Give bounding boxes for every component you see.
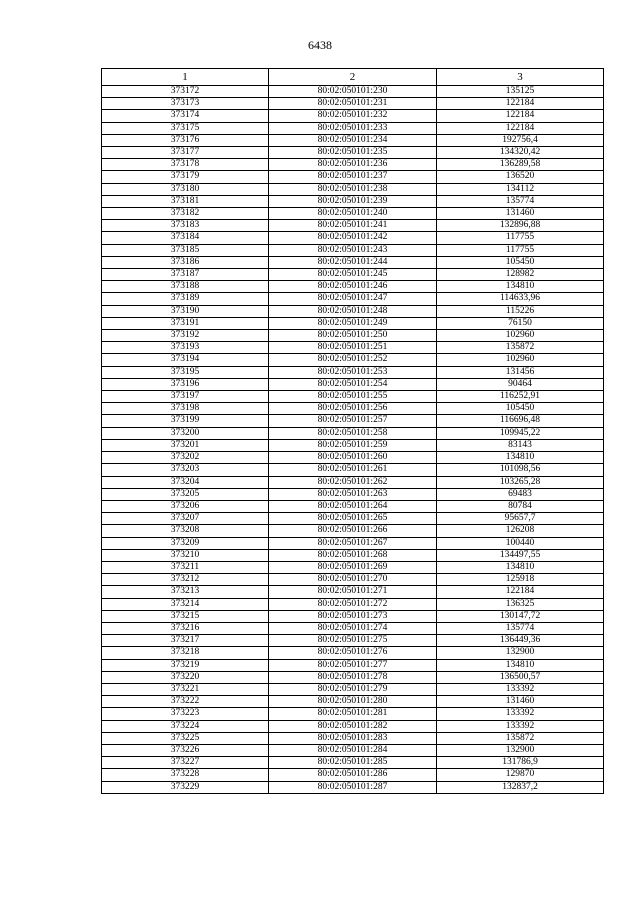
value-cell: 192756,4 <box>437 134 604 146</box>
value-cell: 135125 <box>437 86 604 98</box>
row-number-cell: 373229 <box>102 781 269 793</box>
table-row <box>102 232 604 244</box>
cadastral-number-cell: 80:02:050101:253 <box>269 366 437 378</box>
value-cell: 135774 <box>437 622 604 634</box>
value-cell: 128982 <box>437 269 604 281</box>
row-number-cell: 373183 <box>102 220 269 232</box>
table-row <box>102 732 604 744</box>
value-cell: 114633,96 <box>437 293 604 305</box>
cadastral-number-cell: 80:02:050101:250 <box>269 330 437 342</box>
value-cell: 100440 <box>437 537 604 549</box>
row-number-cell: 373215 <box>102 610 269 622</box>
value-cell: 125918 <box>437 574 604 586</box>
row-number-cell: 373175 <box>102 122 269 134</box>
cadastral-number-cell: 80:02:050101:249 <box>269 317 437 329</box>
table-row <box>102 183 604 195</box>
row-number-cell: 373200 <box>102 427 269 439</box>
table-row <box>102 537 604 549</box>
value-cell: 135774 <box>437 195 604 207</box>
value-cell: 132896,88 <box>437 220 604 232</box>
row-number-cell: 373225 <box>102 732 269 744</box>
value-cell: 116696,48 <box>437 415 604 427</box>
table-row <box>102 342 604 354</box>
value-cell: 134810 <box>437 281 604 293</box>
table-row <box>102 598 604 610</box>
cadastral-number-cell: 80:02:050101:287 <box>269 781 437 793</box>
value-cell: 132837,2 <box>437 781 604 793</box>
cadastral-number-cell: 80:02:050101:273 <box>269 610 437 622</box>
value-cell: 102960 <box>437 330 604 342</box>
cadastral-number-cell: 80:02:050101:231 <box>269 98 437 110</box>
row-number-cell: 373197 <box>102 391 269 403</box>
cadastral-number-cell: 80:02:050101:244 <box>269 256 437 268</box>
value-cell: 122184 <box>437 98 604 110</box>
value-cell: 76150 <box>437 317 604 329</box>
row-number-cell: 373177 <box>102 147 269 159</box>
cadastral-number-cell: 80:02:050101:236 <box>269 159 437 171</box>
column-header-3: 3 <box>437 69 604 86</box>
row-number-cell: 373196 <box>102 378 269 390</box>
cadastral-number-cell: 80:02:050101:280 <box>269 696 437 708</box>
cadastral-number-cell: 80:02:050101:248 <box>269 305 437 317</box>
value-cell: 131786,9 <box>437 757 604 769</box>
table-row <box>102 635 604 647</box>
value-cell: 122184 <box>437 122 604 134</box>
row-number-cell: 373188 <box>102 281 269 293</box>
row-number-cell: 373213 <box>102 586 269 598</box>
row-number-cell: 373179 <box>102 171 269 183</box>
table-row <box>102 610 604 622</box>
cadastral-number-cell: 80:02:050101:282 <box>269 720 437 732</box>
cadastral-number-cell: 80:02:050101:261 <box>269 464 437 476</box>
table-row <box>102 378 604 390</box>
table-row <box>102 769 604 781</box>
table-row <box>102 561 604 573</box>
value-cell: 133392 <box>437 683 604 695</box>
cadastral-number-cell: 80:02:050101:286 <box>269 769 437 781</box>
table-row <box>102 696 604 708</box>
table-row <box>102 708 604 720</box>
table-row <box>102 464 604 476</box>
value-cell: 134112 <box>437 183 604 195</box>
cadastral-number-cell: 80:02:050101:235 <box>269 147 437 159</box>
cadastral-number-cell: 80:02:050101:239 <box>269 195 437 207</box>
table-row <box>102 476 604 488</box>
row-number-cell: 373224 <box>102 720 269 732</box>
row-number-cell: 373223 <box>102 708 269 720</box>
value-cell: 133392 <box>437 708 604 720</box>
value-cell: 122184 <box>437 586 604 598</box>
value-cell: 69483 <box>437 488 604 500</box>
cadastral-number-cell: 80:02:050101:265 <box>269 513 437 525</box>
table-row <box>102 683 604 695</box>
value-cell: 136500,57 <box>437 671 604 683</box>
row-number-cell: 373214 <box>102 598 269 610</box>
value-cell: 109945,22 <box>437 427 604 439</box>
row-number-cell: 373176 <box>102 134 269 146</box>
cadastral-number-cell: 80:02:050101:240 <box>269 208 437 220</box>
row-number-cell: 373218 <box>102 647 269 659</box>
value-cell: 132900 <box>437 647 604 659</box>
cadastral-number-cell: 80:02:050101:270 <box>269 574 437 586</box>
value-cell: 131460 <box>437 696 604 708</box>
value-cell: 105450 <box>437 256 604 268</box>
cadastral-number-cell: 80:02:050101:252 <box>269 354 437 366</box>
page-number: 6438 <box>308 38 332 52</box>
data-table <box>101 68 604 794</box>
row-number-cell: 373182 <box>102 208 269 220</box>
table-body <box>102 86 604 794</box>
table-row <box>102 354 604 366</box>
row-number-cell: 373216 <box>102 622 269 634</box>
value-cell: 102960 <box>437 354 604 366</box>
value-cell: 134320,42 <box>437 147 604 159</box>
row-number-cell: 373221 <box>102 683 269 695</box>
table-row <box>102 452 604 464</box>
value-cell: 115226 <box>437 305 604 317</box>
value-cell: 90464 <box>437 378 604 390</box>
cadastral-number-cell: 80:02:050101:256 <box>269 403 437 415</box>
cadastral-number-cell: 80:02:050101:260 <box>269 452 437 464</box>
table-row <box>102 500 604 512</box>
row-number-cell: 373195 <box>102 366 269 378</box>
value-cell: 136289,58 <box>437 159 604 171</box>
row-number-cell: 373194 <box>102 354 269 366</box>
value-cell: 134497,55 <box>437 549 604 561</box>
row-number-cell: 373212 <box>102 574 269 586</box>
table-header <box>102 69 604 86</box>
row-number-cell: 373228 <box>102 769 269 781</box>
value-cell: 101098,56 <box>437 464 604 476</box>
table-row <box>102 549 604 561</box>
cadastral-number-cell: 80:02:050101:278 <box>269 671 437 683</box>
row-number-cell: 373220 <box>102 671 269 683</box>
value-cell: 105450 <box>437 403 604 415</box>
table-row <box>102 757 604 769</box>
cadastral-number-cell: 80:02:050101:255 <box>269 391 437 403</box>
row-number-cell: 373192 <box>102 330 269 342</box>
cadastral-number-cell: 80:02:050101:276 <box>269 647 437 659</box>
row-number-cell: 373185 <box>102 244 269 256</box>
row-number-cell: 373206 <box>102 500 269 512</box>
row-number-cell: 373181 <box>102 195 269 207</box>
table-row <box>102 415 604 427</box>
cadastral-number-cell: 80:02:050101:272 <box>269 598 437 610</box>
table-row <box>102 330 604 342</box>
cadastral-number-cell: 80:02:050101:242 <box>269 232 437 244</box>
value-cell: 131456 <box>437 366 604 378</box>
cadastral-number-cell: 80:02:050101:258 <box>269 427 437 439</box>
value-cell: 133392 <box>437 720 604 732</box>
value-cell: 83143 <box>437 439 604 451</box>
value-cell: 122184 <box>437 110 604 122</box>
cadastral-number-cell: 80:02:050101:243 <box>269 244 437 256</box>
cadastral-number-cell: 80:02:050101:262 <box>269 476 437 488</box>
row-number-cell: 373174 <box>102 110 269 122</box>
table-row <box>102 86 604 98</box>
value-cell: 134810 <box>437 659 604 671</box>
cadastral-number-cell: 80:02:050101:279 <box>269 683 437 695</box>
row-number-cell: 373203 <box>102 464 269 476</box>
table-row <box>102 244 604 256</box>
row-number-cell: 373186 <box>102 256 269 268</box>
value-cell: 95657,7 <box>437 513 604 525</box>
value-cell: 135872 <box>437 732 604 744</box>
row-number-cell: 373210 <box>102 549 269 561</box>
table-row <box>102 647 604 659</box>
table-row <box>102 256 604 268</box>
value-cell: 132900 <box>437 744 604 756</box>
row-number-cell: 373205 <box>102 488 269 500</box>
table-row <box>102 720 604 732</box>
value-cell: 134810 <box>437 561 604 573</box>
row-number-cell: 373207 <box>102 513 269 525</box>
cadastral-number-cell: 80:02:050101:254 <box>269 378 437 390</box>
cadastral-number-cell: 80:02:050101:283 <box>269 732 437 744</box>
row-number-cell: 373219 <box>102 659 269 671</box>
cadastral-number-cell: 80:02:050101:263 <box>269 488 437 500</box>
table-row <box>102 195 604 207</box>
cadastral-number-cell: 80:02:050101:234 <box>269 134 437 146</box>
table-row <box>102 110 604 122</box>
cadastral-number-cell: 80:02:050101:246 <box>269 281 437 293</box>
column-header-2: 2 <box>269 69 437 86</box>
value-cell: 134810 <box>437 452 604 464</box>
cadastral-number-cell: 80:02:050101:285 <box>269 757 437 769</box>
table-row <box>102 574 604 586</box>
value-cell: 136325 <box>437 598 604 610</box>
value-cell: 136520 <box>437 171 604 183</box>
cadastral-number-cell: 80:02:050101:238 <box>269 183 437 195</box>
row-number-cell: 373211 <box>102 561 269 573</box>
row-number-cell: 373191 <box>102 317 269 329</box>
table-row <box>102 220 604 232</box>
table-row <box>102 525 604 537</box>
cadastral-number-cell: 80:02:050101:269 <box>269 561 437 573</box>
row-number-cell: 373202 <box>102 452 269 464</box>
row-number-cell: 373204 <box>102 476 269 488</box>
cadastral-number-cell: 80:02:050101:267 <box>269 537 437 549</box>
value-cell: 136449,36 <box>437 635 604 647</box>
cadastral-number-cell: 80:02:050101:266 <box>269 525 437 537</box>
value-cell: 131460 <box>437 208 604 220</box>
value-cell: 103265,28 <box>437 476 604 488</box>
value-cell: 135872 <box>437 342 604 354</box>
row-number-cell: 373199 <box>102 415 269 427</box>
cadastral-number-cell: 80:02:050101:232 <box>269 110 437 122</box>
table-row <box>102 781 604 793</box>
header-row <box>102 69 604 86</box>
cadastral-number-cell: 80:02:050101:247 <box>269 293 437 305</box>
table-row <box>102 622 604 634</box>
table-row <box>102 305 604 317</box>
table-row <box>102 147 604 159</box>
table-row <box>102 98 604 110</box>
row-number-cell: 373187 <box>102 269 269 281</box>
cadastral-number-cell: 80:02:050101:251 <box>269 342 437 354</box>
cadastral-number-cell: 80:02:050101:264 <box>269 500 437 512</box>
row-number-cell: 373189 <box>102 293 269 305</box>
value-cell: 129870 <box>437 769 604 781</box>
table-row <box>102 317 604 329</box>
table-row <box>102 403 604 415</box>
value-cell: 80784 <box>437 500 604 512</box>
row-number-cell: 373226 <box>102 744 269 756</box>
table-row <box>102 488 604 500</box>
cadastral-number-cell: 80:02:050101:241 <box>269 220 437 232</box>
table-row <box>102 134 604 146</box>
table-row <box>102 427 604 439</box>
row-number-cell: 373193 <box>102 342 269 354</box>
table-row <box>102 439 604 451</box>
table-row <box>102 744 604 756</box>
row-number-cell: 373209 <box>102 537 269 549</box>
cadastral-number-cell: 80:02:050101:277 <box>269 659 437 671</box>
row-number-cell: 373201 <box>102 439 269 451</box>
cadastral-number-cell: 80:02:050101:284 <box>269 744 437 756</box>
table-row <box>102 366 604 378</box>
table-row <box>102 293 604 305</box>
cadastral-number-cell: 80:02:050101:257 <box>269 415 437 427</box>
table-row <box>102 391 604 403</box>
cadastral-number-cell: 80:02:050101:268 <box>269 549 437 561</box>
row-number-cell: 373227 <box>102 757 269 769</box>
cadastral-number-cell: 80:02:050101:245 <box>269 269 437 281</box>
row-number-cell: 373208 <box>102 525 269 537</box>
cadastral-number-cell: 80:02:050101:237 <box>269 171 437 183</box>
table-row <box>102 269 604 281</box>
table-row <box>102 281 604 293</box>
table-row <box>102 659 604 671</box>
row-number-cell: 373217 <box>102 635 269 647</box>
cadastral-number-cell: 80:02:050101:274 <box>269 622 437 634</box>
row-number-cell: 373184 <box>102 232 269 244</box>
cadastral-number-cell: 80:02:050101:271 <box>269 586 437 598</box>
value-cell: 117755 <box>437 244 604 256</box>
table-row <box>102 586 604 598</box>
cadastral-number-cell: 80:02:050101:259 <box>269 439 437 451</box>
row-number-cell: 373222 <box>102 696 269 708</box>
cadastral-number-cell: 80:02:050101:230 <box>269 86 437 98</box>
table-row <box>102 671 604 683</box>
row-number-cell: 373173 <box>102 98 269 110</box>
row-number-cell: 373198 <box>102 403 269 415</box>
table-row <box>102 208 604 220</box>
row-number-cell: 373190 <box>102 305 269 317</box>
cadastral-number-cell: 80:02:050101:233 <box>269 122 437 134</box>
value-cell: 116252,91 <box>437 391 604 403</box>
cadastral-number-cell: 80:02:050101:275 <box>269 635 437 647</box>
table-row <box>102 513 604 525</box>
table-row <box>102 171 604 183</box>
value-cell: 126208 <box>437 525 604 537</box>
cadastral-number-cell: 80:02:050101:281 <box>269 708 437 720</box>
row-number-cell: 373172 <box>102 86 269 98</box>
value-cell: 130147,72 <box>437 610 604 622</box>
row-number-cell: 373180 <box>102 183 269 195</box>
column-header-1: 1 <box>102 69 269 86</box>
table-row <box>102 122 604 134</box>
value-cell: 117755 <box>437 232 604 244</box>
table-row <box>102 159 604 171</box>
row-number-cell: 373178 <box>102 159 269 171</box>
